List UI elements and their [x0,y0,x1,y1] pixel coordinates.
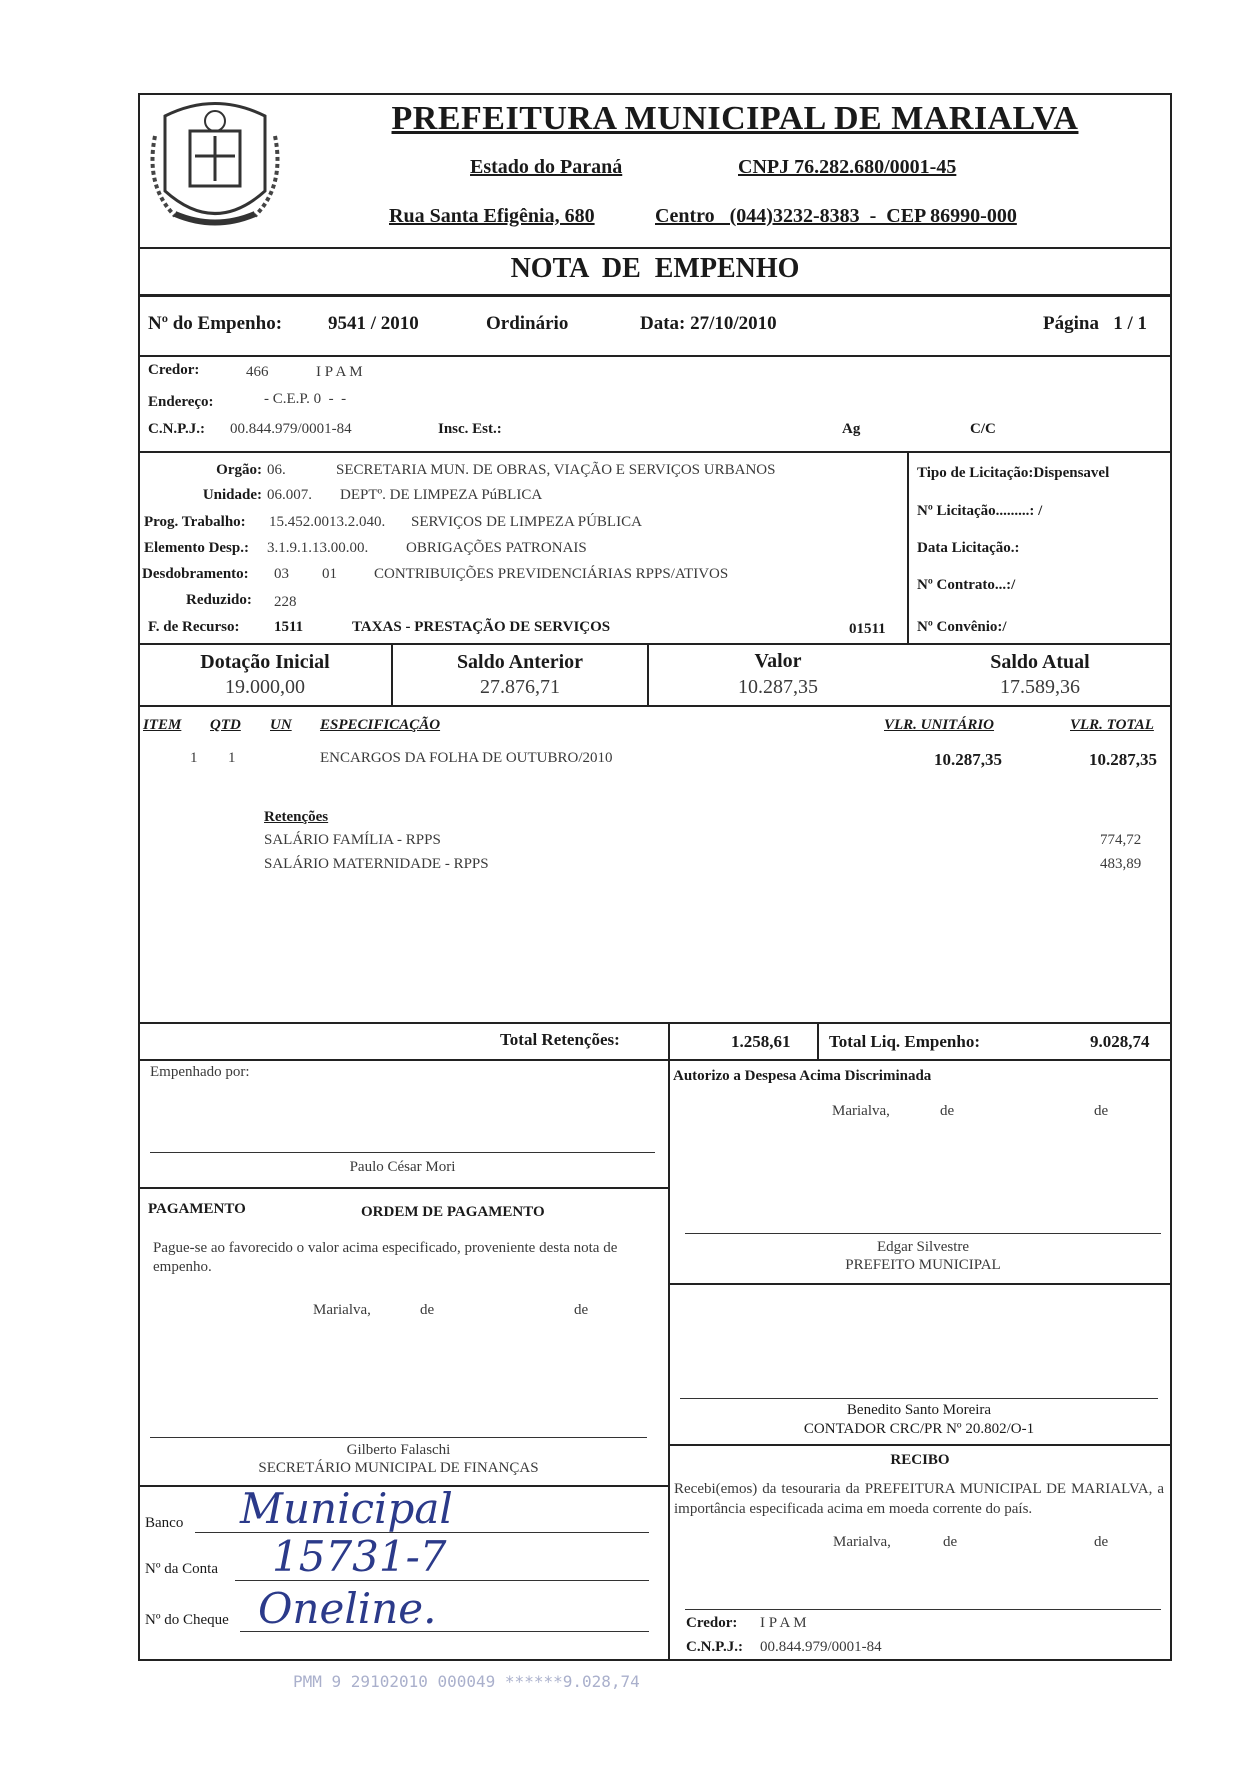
right-de-1: de [940,1103,955,1119]
recibo-cnpj: 00.844.979/0001-84 [760,1639,882,1655]
left-marialva: Marialva, [313,1302,371,1318]
elemento-desp-desc: OBRIGAÇÕES PATRONAIS [406,540,587,556]
insc-est-label: Insc. Est.: [438,421,502,437]
desdobramento-label: Desdobramento: [142,566,249,582]
fonte-recurso-code: 1511 [274,619,304,635]
municipality-contact: Centro (044)3232-8383 - CEP 86990-000 [655,205,1017,227]
elemento-desp-label: Elemento Desp.: [144,540,249,556]
empenho-date: Data: 27/10/2010 [640,313,777,334]
col-vlr-total-header: VLR. TOTAL [1070,717,1154,733]
autorizo-text: Autorizo a Despesa Acima Discriminada [673,1068,932,1084]
retencao-1-label: SALÁRIO FAMÍLIA - RPPS [264,832,441,848]
recibo-de-2: de [1094,1534,1109,1550]
desdobramento-a: 03 [274,566,289,582]
col-especificacao-header: ESPECIFICAÇÃO [320,717,441,733]
col-un-header: UN [270,717,292,733]
item-description: ENCARGOS DA FOLHA DE OUTUBRO/2010 [320,750,613,766]
item-total-value: 10.287,35 [1089,750,1157,769]
data-licitacao: Data Licitação.: [917,540,1020,556]
dotacao-inicial-label: Dotação Inicial [200,651,330,673]
reduzido-value: 228 [274,594,297,610]
dotacao-inicial-value: 19.000,00 [225,676,305,698]
empenho-number: 9541 / 2010 [328,313,419,334]
page-number: Página 1 / 1 [1043,313,1147,334]
elemento-desp-code: 3.1.9.1.13.00.00. [267,540,369,556]
unidade-label: Unidade: [202,487,262,503]
valor-label: Valor [754,650,802,672]
item-quantity: 1 [228,750,236,766]
prefeito-name: Edgar Silvestre [876,1239,970,1255]
col-vlr-unitario-header: VLR. UNITÁRIO [884,717,995,733]
numero-convenio: Nº Convênio:/ [917,619,1007,635]
contador-name: Benedito Santo Moreira [846,1402,992,1418]
recibo-credor-label: Credor: [686,1615,738,1631]
total-retencoes-value: 1.258,61 [731,1032,791,1051]
prefeito-title: PREFEITO MUNICIPAL [845,1257,1001,1273]
contador-title: CONTADOR CRC/PR Nº 20.802/O-1 [803,1421,1035,1437]
orgao-desc: SECRETARIA MUN. DE OBRAS, VIAÇÃO E SERVIÇOS URBANOS [336,462,776,478]
secretario-name: Gilberto Falaschi [346,1442,451,1458]
saldo-anterior-label: Saldo Anterior [456,651,584,673]
conta-label: Nº da Conta [145,1561,218,1577]
col-qtd-header: QTD [210,717,241,733]
endereco-value: - C.E.P. 0 - - [264,391,347,407]
desdobramento-desc: CONTRIBUIÇÕES PREVIDENCIÁRIAS RPPS/ATIVOS [374,566,729,582]
credor-name: I P A M [316,364,363,380]
cheque-handwritten: Oneline. [258,1584,437,1633]
state-name: Estado do Paraná [470,156,623,178]
unidade-code: 06.007. [267,487,312,503]
left-de-2: de [574,1302,589,1318]
retencoes-title: Retenções [264,809,329,825]
endereco-label: Endereço: [148,394,214,410]
col-item-header: ITEM [143,717,182,733]
credor-code: 466 [246,364,269,380]
banco-label: Banco [145,1515,184,1531]
recibo-cnpj-label: C.N.P.J.: [686,1639,743,1655]
recibo-text: Recebi(emos) da tesouraria da PREFEITURA MUNICIPAL DE MARIALVA, a importância especificada acima em moeda corrente do país. [674,1481,1164,1517]
banco-handwritten: Municipal [240,1484,453,1533]
desdobramento-b: 01 [322,566,337,582]
orgao-code: 06. [267,462,286,478]
total-liquido-value: 9.028,74 [1090,1032,1150,1051]
recibo-de-1: de [943,1534,958,1550]
prog-trabalho-code: 15.452.0013.2.040. [269,514,386,530]
item-number: 1 [190,750,198,766]
coat-of-arms-icon [145,96,285,244]
empenhado-por-label: Empenhado por: [150,1064,250,1080]
prog-trabalho-label: Prog. Trabalho: [144,514,246,530]
reduzido-label: Reduzido: [186,592,252,608]
right-marialva: Marialva, [832,1103,890,1119]
saldo-atual-label: Saldo Atual [990,651,1090,673]
conta-corrente-label: C/C [970,421,996,437]
retencao-2-label: SALÁRIO MATERNIDADE - RPPS [264,856,489,872]
right-de-2: de [1094,1103,1109,1119]
credor-cnpj: 00.844.979/0001-84 [230,421,352,437]
saldo-anterior-value: 27.876,71 [480,676,560,698]
municipality-street: Rua Santa Efigênia, 680 [389,205,595,227]
unidade-desc: DEPTº. DE LIMPEZA PúBLICA [340,487,543,503]
recibo-marialva: Marialva, [833,1534,891,1550]
credor-cnpj-label: C.N.P.J.: [148,421,205,437]
municipality-cnpj: CNPJ 76.282.680/0001-45 [738,156,957,178]
fonte-recurso-desc: TAXAS - PRESTAÇÃO DE SERVIÇOS [352,619,611,635]
item-unit-value: 10.287,35 [934,750,1002,769]
left-de-1: de [420,1302,435,1318]
municipality-title: PREFEITURA MUNICIPAL DE MARIALVA [391,100,1079,137]
valor-value: 10.287,35 [738,676,818,698]
empenho-number-label: Nº do Empenho: [148,313,283,334]
payment-stamp: PMM 9 29102010 000049 ******9.028,74 [293,1672,640,1691]
fonte-recurso-label: F. de Recurso: [148,619,240,635]
numero-licitacao: Nº Licitação.........: / [917,503,1043,519]
empenhado-por-name: Paulo César Mori [349,1159,456,1175]
agencia-label: Ag [842,421,861,437]
numero-contrato: Nº Contrato...:/ [917,577,1016,593]
total-retencoes-label: Total Retenções: [500,1030,620,1049]
credor-label: Credor: [148,362,200,378]
recibo-title: RECIBO [890,1452,950,1468]
total-liquido-label: Total Liq. Empenho: [829,1032,980,1051]
cheque-label: Nº do Cheque [145,1612,229,1628]
tipo-licitacao: Tipo de Licitação:Dispensavel [917,465,1110,481]
recibo-credor-name: I P A M [760,1615,807,1631]
pagamento-title: PAGAMENTO [148,1201,246,1217]
secretario-title: SECRETÁRIO MUNICIPAL DE FINANÇAS [258,1460,539,1476]
saldo-atual-value: 17.589,36 [1000,676,1080,698]
document-title: NOTA DE EMPENHO [510,253,800,284]
prog-trabalho-desc: SERVIÇOS DE LIMPEZA PÚBLICA [411,514,642,530]
fonte-recurso-code2: 01511 [849,621,886,637]
pague-se-text: Pague-se ao favorecido o valor acima especificado, proveniente desta nota de empenho. [153,1240,618,1275]
conta-handwritten: 15731-7 [272,1532,447,1581]
retencao-2-value: 483,89 [1100,856,1142,872]
ordem-pagamento-title: ORDEM DE PAGAMENTO [361,1204,545,1220]
retencao-1-value: 774,72 [1100,832,1142,848]
empenho-type: Ordinário [486,313,569,334]
orgao-label: Orgão: [216,462,262,478]
